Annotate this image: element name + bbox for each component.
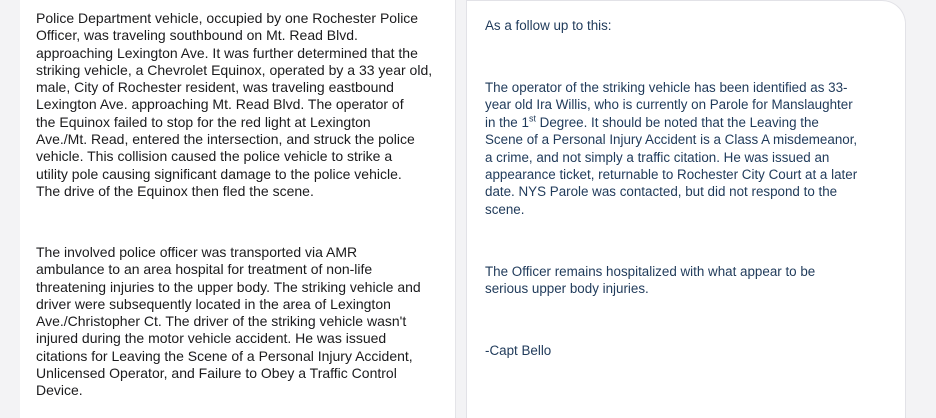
follow-up-text-end: Degree. It should be noted that the Leaving the Scene of a Personal Injury Accident is a Class A misdemeanor, a crime, and not simply a traffic citation. He was issued an appearance ticket, returnable to Rochester City Court at a later date. NYS Parole was contacted, but did not respond to the scene. <box>485 114 858 217</box>
follow-up-paragraph-operator <box>485 79 899 218</box>
message-panel-left <box>20 0 456 418</box>
signature: -Capt Bello <box>485 343 552 358</box>
message-panel-right <box>466 0 906 418</box>
follow-up-intro: As a follow up to this: <box>485 18 612 33</box>
follow-up-text-start: The operator of the striking vehicle has been identified as 33- year old Ira Willis, who is currently on Parole for Manslaughter in the 1 <box>485 80 853 130</box>
ordinal-superscript: st <box>528 113 536 124</box>
message-paragraph-1: Police Department vehicle, occupied by one Rochester Police Officer, was traveling southbound on Mt. Read Blvd. approaching Lexington Ave. It was further determined that the striking vehicle, a Chevrolet Equinox, operated by a 33 year old, male, City of Rochester resident, was traveling eastbound Lexington Ave. approaching Mt. Read Blvd. The operator of the Equinox failed to stop for the red light at Lexington Ave./Mt. Read, entered the intersection, and struck the police vehicle. This collision caused the police vehicle to strike a utility pole causing significant damage to the police vehicle. The drive of the Equinox then fled the scene. <box>36 10 433 199</box>
message-paragraph-2: The involved police officer was transported via AMR ambulance to an area hospital for treatment of non-life threatening injuries to the upper body. The striking vehicle and driver were subsequently located in the area of Lexington Ave./Christopher Ct. The driver of the striking vehicle wasn't injured during the motor vehicle accident. He was issued citations for Leaving the Scene of a Personal Injury Accident, Unlicensed Operator, and Failure to Obey a Traffic Control Device. <box>36 244 421 399</box>
follow-up-paragraph-officer: The Officer remains hospitalized with what appear to be serious upper body injuries. <box>485 264 816 297</box>
